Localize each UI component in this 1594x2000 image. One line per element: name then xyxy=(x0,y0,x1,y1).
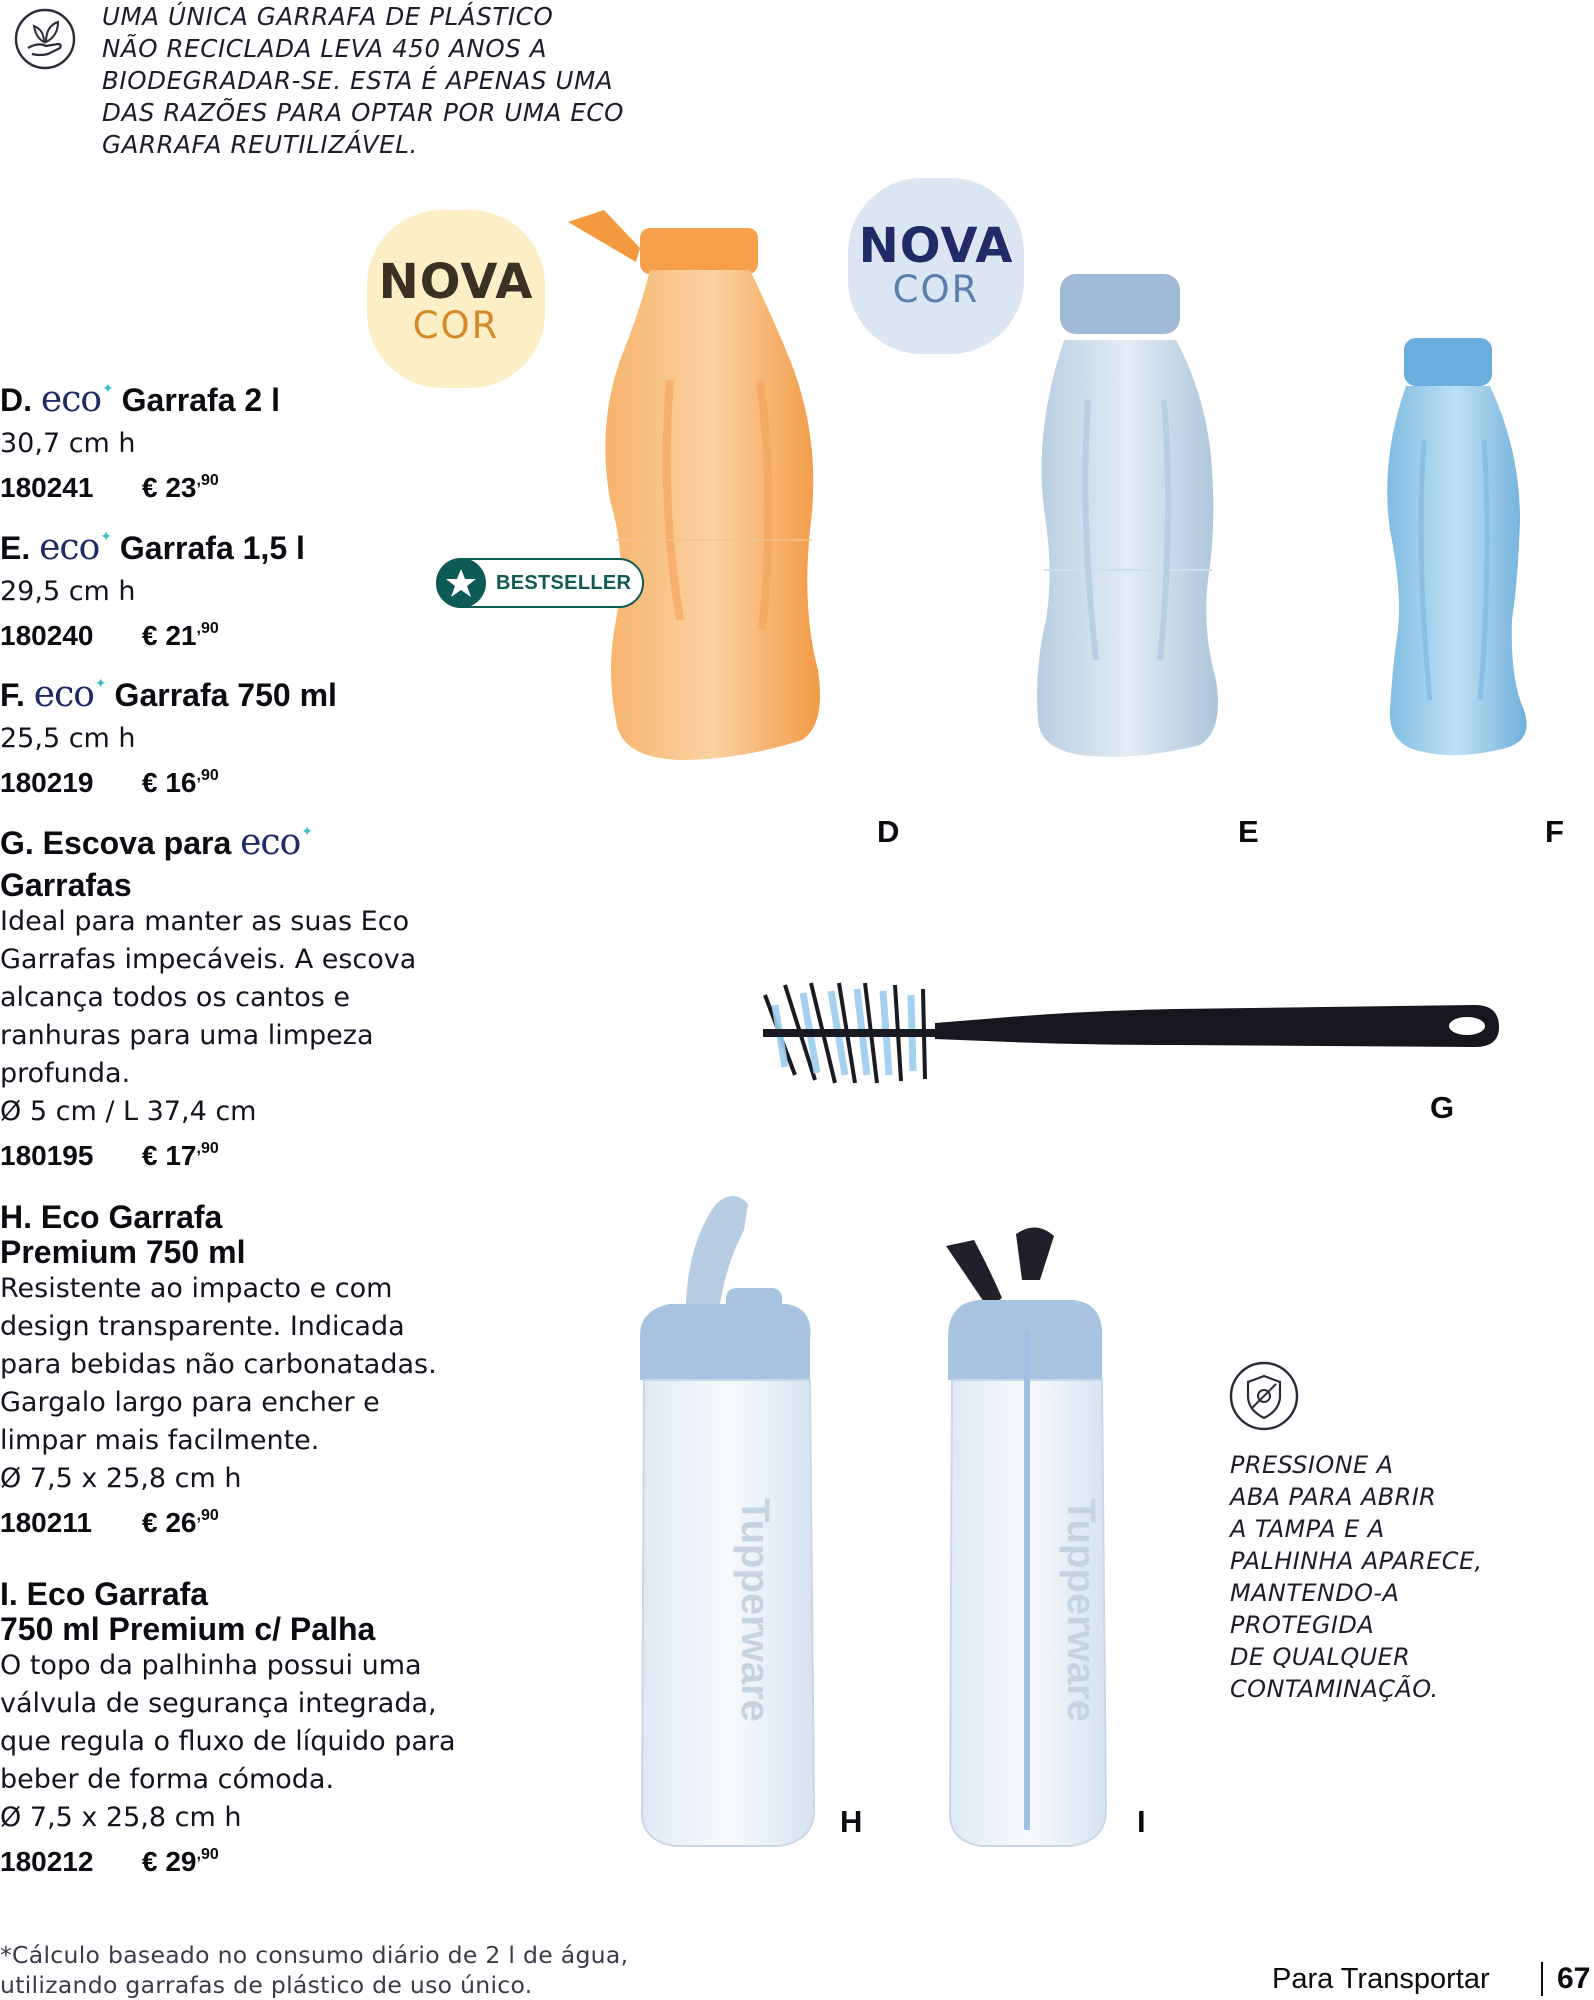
product-h-desc-line: limpar mais facilmente. xyxy=(0,1425,320,1456)
eco-star-icon: ✦ xyxy=(94,676,106,692)
product-g-desc-line: Garrafas impecáveis. A escova xyxy=(0,944,417,975)
product-f-code: 180219 xyxy=(0,767,94,798)
product-e-dims: 29,5 cm h xyxy=(0,576,136,607)
product-h-title-line: Premium 750 ml xyxy=(0,1234,246,1270)
product-h-code: 180211 xyxy=(0,1507,92,1538)
product-h-desc-line: Resistente ao impacto e com xyxy=(0,1273,393,1304)
product-d-dims: 30,7 cm h xyxy=(0,428,136,459)
product-e-title xyxy=(0,527,500,573)
product-h-dims: Ø 7,5 x 25,8 cm h xyxy=(0,1463,242,1494)
product-d-code: 180241 xyxy=(0,472,94,503)
product-g-price-row xyxy=(0,1131,500,1174)
product-h xyxy=(0,1200,500,1541)
straw-note-line: PRESSIONE A xyxy=(1230,1451,1394,1479)
product-d xyxy=(0,379,500,506)
footer-divider xyxy=(1541,1962,1543,1996)
product-i-desc-line: beber de forma cómoda. xyxy=(0,1764,335,1795)
bottles-def-illustration xyxy=(540,200,1560,900)
product-e-prefix: E. xyxy=(0,530,31,566)
label-g: G xyxy=(1430,1090,1455,1125)
page-number: 67 xyxy=(1557,1962,1591,1995)
eco-star-icon: ✦ xyxy=(102,381,113,397)
product-d-prefix: D. xyxy=(0,382,32,418)
straw-note-line: ABA PARA ABRIR xyxy=(1230,1483,1437,1511)
bottle-f-image xyxy=(1387,338,1526,755)
badge-line-2: COR xyxy=(412,304,500,347)
product-h-price: € 26 xyxy=(142,1507,197,1538)
product-f-price: € 16 xyxy=(142,767,197,798)
product-g-dims: Ø 5 cm / L 37,4 cm xyxy=(0,1096,257,1127)
product-i-code: 180212 xyxy=(0,1846,94,1877)
eco-star-icon: ✦ xyxy=(100,529,111,545)
eco-note-line: NÃO RECICLADA LEVA 450 ANOS A xyxy=(102,34,548,63)
product-d-name: Garrafa 2 l xyxy=(121,382,280,418)
product-i-desc-line: O topo da palhinha possui uma xyxy=(0,1650,422,1681)
straw-note-line: CONTAMINAÇÃO. xyxy=(1230,1675,1439,1703)
bottle-d-image xyxy=(568,210,820,760)
bottle-e-image xyxy=(1037,274,1218,757)
label-h: H xyxy=(840,1804,863,1839)
product-h-cents: ,90 xyxy=(196,1507,219,1524)
product-i-title-line: 750 ml Premium c/ Palha xyxy=(0,1611,376,1647)
product-h-desc-line: para bebidas não carbonatadas. xyxy=(0,1349,437,1380)
eco-logo-text: eco xyxy=(33,674,94,715)
straw-note-line: A TAMPA E A xyxy=(1230,1515,1385,1543)
eco-star-icon: ✦ xyxy=(301,824,312,840)
tupperware-logo: Tupperware xyxy=(733,1498,777,1722)
eco-note-line: DAS RAZÕES PARA OPTAR POR UMA ECO xyxy=(102,98,625,127)
product-d-cents: ,90 xyxy=(196,472,219,489)
brush-g-image xyxy=(755,975,1505,1095)
product-d-price: € 23 xyxy=(142,472,197,503)
label-f: F xyxy=(1545,814,1564,849)
eco-note-line: GARRAFA REUTILIZÁVEL. xyxy=(102,130,418,159)
footnote xyxy=(0,1940,700,2000)
product-g-title xyxy=(0,822,500,868)
product-g-desc-line: Ideal para manter as suas Eco xyxy=(0,906,410,937)
product-d-title xyxy=(0,379,500,425)
product-f-name: Garrafa 750 ml xyxy=(114,677,337,713)
product-g-desc-line: profunda. xyxy=(0,1058,131,1089)
bottle-h-image xyxy=(640,1196,814,1846)
straw-note-line: MANTENDO-A xyxy=(1230,1579,1400,1607)
product-g-cents: ,90 xyxy=(196,1140,219,1157)
product-h-desc-line: design transparente. Indicada xyxy=(0,1311,405,1342)
eco-logo-text: eco xyxy=(39,527,100,568)
product-g xyxy=(0,822,500,1174)
bottles-hi-illustration xyxy=(630,1190,1150,1870)
eco-logo xyxy=(240,822,312,863)
straw-note-text xyxy=(1230,1449,1550,1705)
product-e xyxy=(0,527,500,654)
badge-line-2: COR xyxy=(892,268,980,311)
eco-logo-text: eco xyxy=(240,822,301,863)
product-h-price-row xyxy=(0,1498,500,1541)
eco-note-line: UMA ÚNICA GARRAFA DE PLÁSTICO xyxy=(102,2,554,31)
tupperware-logo: Tupperware xyxy=(1059,1498,1103,1722)
product-d-price-row xyxy=(0,463,500,506)
product-f-prefix: F. xyxy=(0,677,25,713)
product-f-price-row xyxy=(0,758,500,801)
eco-logo xyxy=(39,527,111,568)
eco-logo-text: eco xyxy=(40,379,102,420)
product-i-desc-line: válvula de segurança integrada, xyxy=(0,1688,437,1719)
product-g-desc-line: alcança todos os cantos e xyxy=(0,982,350,1013)
product-i-desc-line: que regula o fluxo de líquido para xyxy=(0,1726,456,1757)
product-i xyxy=(0,1577,500,1880)
label-d: D xyxy=(877,814,900,849)
straw-note-line: PROTEGIDA xyxy=(1230,1611,1375,1639)
product-g-name: Garrafas xyxy=(0,867,132,903)
footnote-line: *Cálculo baseado no consumo diário de 2 l de água, xyxy=(0,1941,629,1969)
product-i-cents: ,90 xyxy=(196,1846,219,1863)
nova-cor-badge-orange xyxy=(367,210,545,388)
badge-line-1: NOVA xyxy=(858,218,1014,274)
product-f xyxy=(0,674,500,801)
section-title: Para Transportar xyxy=(1272,1963,1490,1995)
shield-lock-icon xyxy=(1228,1360,1300,1432)
product-f-title xyxy=(0,674,500,720)
product-g-price: € 17 xyxy=(142,1140,197,1171)
product-g-prefix: G. Escova para xyxy=(0,825,232,861)
product-e-code: 180240 xyxy=(0,620,94,651)
footnote-line: utilizando garrafas de plástico de uso único. xyxy=(0,1971,533,1999)
bestseller-label: BESTSELLER xyxy=(496,572,632,594)
label-i: I xyxy=(1137,1804,1146,1839)
product-e-price-row xyxy=(0,611,500,654)
product-g-code: 180195 xyxy=(0,1140,94,1171)
product-i-title-line: I. Eco Garrafa xyxy=(0,1576,209,1612)
bottle-i-image xyxy=(946,1227,1106,1846)
product-h-title-line: H. Eco Garrafa xyxy=(0,1199,223,1235)
badge-line-1: NOVA xyxy=(378,254,534,310)
product-e-name: Garrafa 1,5 l xyxy=(119,530,305,566)
label-e: E xyxy=(1238,814,1259,849)
straw-note-line: PALHINHA APARECE, xyxy=(1230,1547,1483,1575)
product-h-desc-line: Gargalo largo para encher e xyxy=(0,1387,380,1418)
product-f-dims: 25,5 cm h xyxy=(0,723,136,754)
product-g-desc-line: ranhuras para uma limpeza xyxy=(0,1020,374,1051)
product-e-price: € 21 xyxy=(142,620,197,651)
product-i-dims: Ø 7,5 x 25,8 cm h xyxy=(0,1802,242,1833)
eco-logo xyxy=(34,674,106,715)
eco-logo xyxy=(41,379,113,420)
product-f-cents: ,90 xyxy=(196,767,219,784)
product-i-price-row xyxy=(0,1837,500,1880)
eco-note-line: BIODEGRADAR-SE. ESTA É APENAS UMA xyxy=(102,66,614,95)
recycle-hand-icon xyxy=(14,8,76,70)
product-i-price: € 29 xyxy=(142,1846,197,1877)
eco-note-text xyxy=(102,1,662,161)
product-e-cents: ,90 xyxy=(196,620,219,637)
straw-note-line: DE QUALQUER xyxy=(1230,1643,1411,1671)
